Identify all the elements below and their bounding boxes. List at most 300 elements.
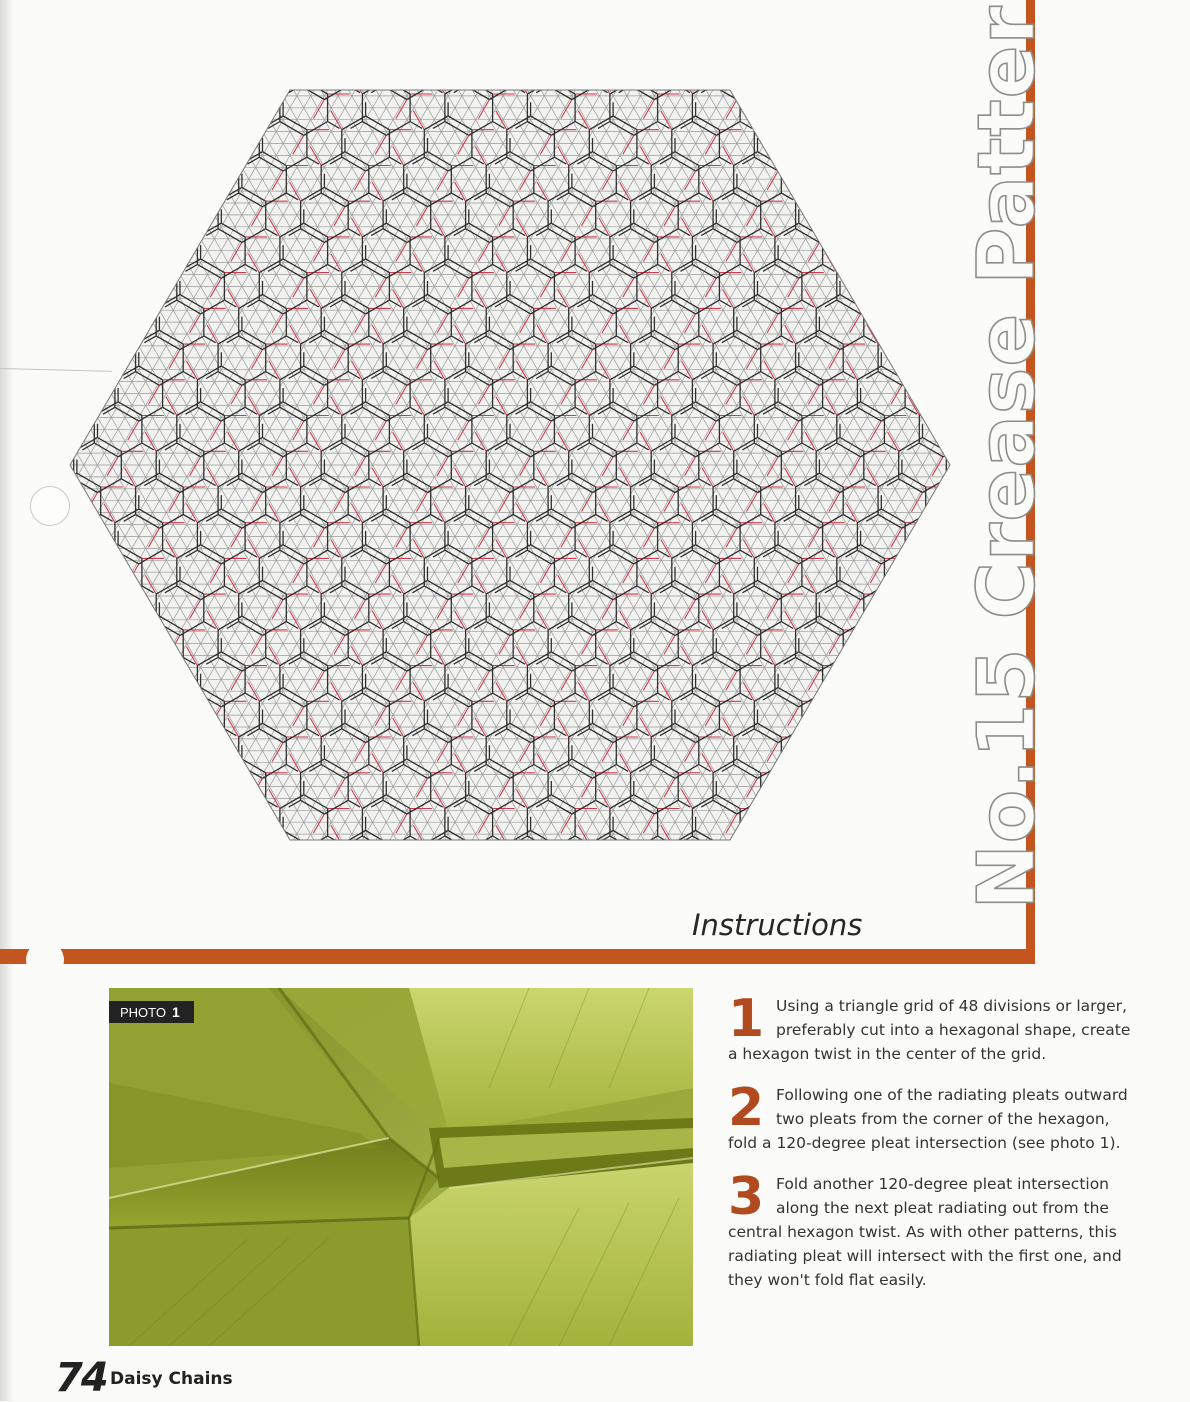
mountain-fold-line <box>180 193 204 207</box>
valley-fold-line <box>166 254 177 273</box>
valley-fold-line <box>870 707 881 726</box>
mountain-fold-line <box>799 122 823 136</box>
mountain-fold-line <box>919 157 943 171</box>
mountain-fold-line <box>177 157 201 171</box>
mountain-fold-line <box>884 157 896 164</box>
mountain-fold-line <box>118 116 142 130</box>
mountain-fold-line <box>80 550 92 557</box>
valley-fold-line <box>788 850 799 869</box>
valley-fold-line <box>602 886 613 905</box>
mountain-fold-line <box>77 515 101 529</box>
valley-fold-line <box>42 325 53 344</box>
mountain-fold-line <box>846 836 858 843</box>
mountain-fold-line <box>21 407 33 414</box>
valley-fold-line <box>805 146 816 165</box>
valley-fold-line <box>620 39 631 58</box>
mountain-fold-line <box>201 157 225 171</box>
mountain-fold-line <box>754 872 778 886</box>
mountain-fold-line <box>887 193 899 200</box>
step-number: 3 <box>728 1175 764 1219</box>
valley-fold-line <box>186 789 197 808</box>
mountain-fold-line <box>206 800 218 807</box>
mountain-fold-line <box>268 836 280 843</box>
valley-fold-line <box>231 814 242 833</box>
mountain-fold-line <box>115 122 139 136</box>
mountain-fold-line <box>218 45 242 59</box>
mountain-fold-line <box>923 765 947 779</box>
valley-fold-line <box>45 421 56 440</box>
mountain-fold-line <box>330 872 342 879</box>
valley-fold-line <box>846 75 857 94</box>
mountain-fold-line <box>41 229 53 236</box>
mountain-fold-line <box>884 586 896 593</box>
mountain-fold-line <box>77 187 101 201</box>
mountain-fold-line <box>115 80 139 94</box>
valley-fold-line <box>128 707 139 726</box>
mountain-fold-line <box>902 616 926 630</box>
mountain-fold-line <box>637 872 649 879</box>
valley-fold-line <box>66 242 77 261</box>
mountain-fold-line <box>737 45 761 59</box>
valley-fold-line <box>850 743 861 762</box>
mountain-fold-line <box>32 795 56 809</box>
mountain-fold-line <box>383 45 407 59</box>
valley-fold-line <box>932 171 943 190</box>
step-number: 1 <box>728 997 764 1041</box>
mountain-fold-line <box>878 330 902 344</box>
mountain-fold-line <box>825 872 837 879</box>
valley-fold-line <box>785 754 796 773</box>
mountain-fold-line <box>32 509 56 523</box>
mountain-fold-line <box>74 765 98 779</box>
mountain-fold-line <box>887 336 899 343</box>
mountain-fold-line <box>857 264 881 278</box>
valley-fold-line <box>891 100 902 119</box>
mountain-fold-line <box>77 229 101 243</box>
mountain-fold-line <box>923 580 947 594</box>
page-number: 74 <box>55 1354 107 1402</box>
mountain-fold-line <box>881 652 905 666</box>
mountain-fold-line <box>177 831 201 845</box>
mountain-fold-line <box>796 759 820 773</box>
mountain-fold-line <box>180 723 204 737</box>
valley-fold-line <box>932 314 943 333</box>
mountain-fold-line <box>905 264 917 271</box>
mountain-fold-line <box>94 116 118 130</box>
mountain-fold-line <box>899 765 923 779</box>
mountain-fold-line <box>825 157 837 164</box>
valley-fold-line <box>63 718 74 737</box>
mountain-fold-line <box>819 187 843 201</box>
mountain-fold-line <box>101 657 113 664</box>
valley-fold-line <box>128 135 139 154</box>
valley-fold-line <box>888 289 899 308</box>
valley-fold-line <box>190 886 201 905</box>
mountain-fold-line <box>32 550 56 564</box>
valley-fold-line <box>932 743 943 762</box>
mountain-fold-line <box>224 157 236 164</box>
mountain-fold-line <box>846 264 858 271</box>
mountain-fold-line <box>242 800 266 814</box>
valley-fold-line <box>912 635 923 654</box>
mountain-fold-line <box>507 872 531 886</box>
mountain-fold-line <box>763 122 775 129</box>
valley-fold-line <box>908 682 919 701</box>
mountain-fold-line <box>74 336 98 350</box>
mountain-fold-line <box>165 872 177 879</box>
valley-fold-line <box>42 39 53 58</box>
mountain-fold-line <box>784 800 796 807</box>
mountain-fold-line <box>857 652 881 666</box>
mountain-fold-line <box>247 872 259 879</box>
mountain-fold-line <box>799 795 823 809</box>
mountain-fold-line <box>159 657 183 671</box>
mountain-fold-line <box>946 622 958 629</box>
mountain-fold-line <box>53 187 77 201</box>
valley-fold-line <box>148 100 159 119</box>
mountain-fold-line <box>62 479 74 486</box>
mountain-fold-line <box>857 836 881 850</box>
mountain-fold-line <box>124 229 136 236</box>
mountain-fold-line <box>82 872 94 879</box>
mountain-fold-line <box>77 86 101 100</box>
folded-paper-photo <box>109 988 693 1346</box>
valley-fold-line <box>764 789 775 808</box>
mountain-fold-line <box>857 223 881 237</box>
valley-fold-line <box>66 528 77 547</box>
mountain-fold-line <box>136 229 160 243</box>
valley-fold-line <box>107 600 118 619</box>
mountain-fold-line <box>56 693 80 707</box>
mountain-fold-line <box>366 872 390 886</box>
section-title-text: No.15 Crease Pattern <box>963 0 1053 910</box>
valley-fold-line <box>190 743 201 762</box>
mountain-fold-line <box>899 295 923 309</box>
mountain-fold-line <box>124 800 136 807</box>
mountain-fold-line <box>118 688 142 702</box>
mountain-fold-line <box>53 616 77 630</box>
valley-fold-line <box>42 754 53 773</box>
mountain-fold-line <box>283 872 307 886</box>
mountain-fold-line <box>899 193 923 207</box>
valley-fold-line <box>45 850 56 869</box>
mountain-fold-line <box>796 800 820 814</box>
mountain-fold-line <box>74 193 98 207</box>
valley-fold-line <box>148 814 159 833</box>
mountain-fold-line <box>32 652 56 666</box>
mountain-fold-line <box>56 509 80 523</box>
mountain-fold-line <box>136 657 160 671</box>
mountain-fold-line <box>905 550 917 557</box>
mountain-fold-line <box>754 831 778 845</box>
mountain-fold-line <box>919 259 943 273</box>
valley-fold-line <box>912 350 923 369</box>
mountain-fold-line <box>98 193 122 207</box>
valley-fold-line <box>293 850 304 869</box>
mountain-fold-line <box>778 831 802 845</box>
valley-fold-line <box>186 75 197 94</box>
mountain-fold-line <box>221 122 245 136</box>
valley-fold-line <box>166 111 177 130</box>
valley-fold-line <box>891 814 902 833</box>
valley-fold-line <box>372 39 383 58</box>
mountain-fold-line <box>159 187 183 201</box>
mountain-fold-line <box>837 157 861 171</box>
mountain-fold-line <box>819 229 843 243</box>
mountain-fold-line <box>775 795 799 809</box>
mountain-fold-line <box>902 800 926 814</box>
mountain-fold-line <box>94 729 118 743</box>
valley-fold-line <box>228 146 239 165</box>
chapter-title: Daisy Chains <box>110 1369 233 1389</box>
mountain-fold-line <box>177 872 201 886</box>
mountain-fold-line <box>857 80 881 94</box>
valley-fold-line <box>207 754 218 773</box>
mountain-fold-line <box>796 86 820 100</box>
mountain-fold-line <box>32 223 56 237</box>
mountain-fold-line <box>466 45 490 59</box>
mountain-fold-line <box>823 693 835 700</box>
mountain-fold-line <box>56 122 80 136</box>
mountain-fold-line <box>103 550 115 557</box>
mountain-fold-line <box>861 688 885 702</box>
valley-fold-line <box>908 825 919 844</box>
valley-fold-line <box>45 278 56 297</box>
valley-fold-line <box>45 707 56 726</box>
mountain-fold-line <box>163 264 175 271</box>
mountain-fold-line <box>899 152 923 166</box>
valley-fold-line <box>104 218 115 237</box>
mountain-fold-line <box>103 122 115 129</box>
mountain-fold-line <box>923 622 947 636</box>
mountain-fold-line <box>843 657 855 664</box>
mountain-fold-line <box>784 86 796 93</box>
mountain-fold-line <box>186 122 198 129</box>
valley-fold-line <box>929 789 940 808</box>
valley-fold-line <box>107 743 118 762</box>
frame-corner-notch <box>26 941 64 979</box>
mountain-fold-line <box>899 723 923 737</box>
valley-fold-line <box>829 207 840 226</box>
mountain-fold-line <box>56 795 80 809</box>
mountain-fold-line <box>928 550 940 557</box>
mountain-fold-line <box>180 152 204 166</box>
mountain-fold-line <box>80 836 92 843</box>
photo-1 <box>109 988 693 1346</box>
mountain-fold-line <box>221 836 245 850</box>
mountain-fold-line <box>259 872 283 886</box>
mountain-fold-line <box>342 872 366 886</box>
valley-fold-line <box>870 850 881 869</box>
mountain-fold-line <box>156 765 180 779</box>
mountain-fold-line <box>928 264 940 271</box>
mountain-fold-line <box>864 193 876 200</box>
valley-fold-line <box>21 504 32 523</box>
mountain-fold-line <box>139 652 163 666</box>
mountain-fold-line <box>21 836 33 843</box>
mountain-fold-line <box>946 193 958 200</box>
valley-fold-line <box>702 39 713 58</box>
mountain-fold-line <box>118 831 142 845</box>
mountain-fold-line <box>861 259 885 273</box>
mountain-fold-line <box>121 765 133 772</box>
mountain-fold-line <box>843 229 855 236</box>
mountain-fold-line <box>940 795 964 809</box>
mountain-fold-line <box>866 657 878 664</box>
mountain-fold-line <box>201 831 225 845</box>
mountain-fold-line <box>840 723 864 737</box>
valley-fold-line <box>190 171 201 190</box>
mountain-fold-line <box>221 795 245 809</box>
valley-fold-line <box>520 886 531 905</box>
mountain-fold-line <box>32 836 56 850</box>
valley-fold-line <box>21 789 32 808</box>
mountain-fold-line <box>56 407 80 421</box>
mountain-fold-line <box>77 330 101 344</box>
valley-fold-line <box>42 182 53 201</box>
mountain-fold-line <box>183 86 195 93</box>
mountain-fold-line <box>613 872 637 886</box>
mountain-fold-line <box>926 800 938 807</box>
mountain-fold-line <box>201 729 225 743</box>
mountain-fold-line <box>98 580 122 594</box>
mountain-fold-line <box>899 580 923 594</box>
mountain-fold-line <box>907 872 919 879</box>
mountain-fold-line <box>907 300 919 307</box>
valley-fold-line <box>125 182 136 201</box>
mountain-fold-line <box>159 86 183 100</box>
mountain-fold-line <box>53 473 77 487</box>
mountain-fold-line <box>866 229 878 236</box>
mountain-fold-line <box>56 80 80 94</box>
mountain-fold-line <box>77 800 101 814</box>
mountain-fold-line <box>654 45 678 59</box>
mountain-fold-line <box>864 622 876 629</box>
mountain-fold-line <box>884 729 896 736</box>
valley-fold-line <box>45 564 56 583</box>
mountain-fold-line <box>136 800 160 814</box>
mountain-fold-line <box>660 872 672 879</box>
mountain-fold-line <box>21 264 33 271</box>
mountain-fold-line <box>946 479 958 486</box>
mountain-fold-line <box>926 372 938 379</box>
mountain-fold-line <box>489 45 513 59</box>
step-text: Using a triangle grid of 48 divisions or larger, preferably cut into a hexagonal shape, create a hexagon twist in the center of the grid. <box>728 997 1130 1063</box>
mountain-fold-line <box>902 372 926 386</box>
mountain-fold-line <box>878 616 902 630</box>
valley-fold-line <box>269 75 280 94</box>
mountain-fold-line <box>94 545 118 559</box>
mountain-fold-line <box>307 872 319 879</box>
mountain-fold-line <box>926 657 938 664</box>
mountain-fold-line <box>866 86 878 93</box>
mountain-fold-line <box>121 193 133 200</box>
mountain-fold-line <box>62 765 74 772</box>
mountain-fold-line <box>781 765 793 772</box>
mountain-fold-line <box>823 122 835 129</box>
mountain-fold-line <box>142 300 154 307</box>
mountain-fold-line <box>41 86 53 93</box>
mountain-fold-line <box>761 800 773 807</box>
mountain-fold-line <box>74 723 98 737</box>
mountain-fold-line <box>940 836 964 850</box>
mountain-fold-line <box>902 229 926 243</box>
mountain-fold-line <box>165 729 177 736</box>
mountain-fold-line <box>825 729 837 736</box>
mountain-fold-line <box>103 693 115 700</box>
mountain-fold-line <box>919 872 943 886</box>
mountain-fold-line <box>819 800 843 814</box>
mountain-fold-line <box>631 45 655 59</box>
valley-fold-line <box>826 682 837 701</box>
valley-fold-line <box>929 504 940 523</box>
mountain-fold-line <box>775 836 799 850</box>
mountain-fold-line <box>53 45 77 59</box>
valley-fold-line <box>145 146 156 165</box>
mountain-fold-line <box>82 729 94 736</box>
valley-fold-line <box>145 289 156 308</box>
mountain-fold-line <box>197 836 221 850</box>
valley-fold-line <box>107 171 118 190</box>
mountain-fold-line <box>775 122 799 136</box>
valley-fold-line <box>21 361 32 380</box>
mountain-fold-line <box>802 872 814 879</box>
mountain-fold-line <box>861 157 885 171</box>
mountain-fold-line <box>928 693 940 700</box>
mountain-fold-line <box>881 223 905 237</box>
valley-fold-line <box>125 325 136 344</box>
valley-fold-line <box>21 75 32 94</box>
mountain-fold-line <box>218 759 242 773</box>
mountain-fold-line <box>919 831 943 845</box>
mountain-fold-line <box>926 515 938 522</box>
mountain-fold-line <box>101 229 113 236</box>
mountain-fold-line <box>94 872 118 886</box>
mountain-fold-line <box>878 187 902 201</box>
valley-fold-line <box>87 635 98 654</box>
mountain-fold-line <box>98 336 122 350</box>
mountain-fold-line <box>804 193 816 200</box>
valley-fold-line <box>929 218 940 237</box>
valley-fold-line <box>207 39 218 58</box>
mountain-fold-line <box>763 836 775 843</box>
valley-fold-line <box>929 647 940 666</box>
valley-fold-line <box>540 850 551 869</box>
valley-fold-line <box>186 218 197 237</box>
mountain-fold-line <box>672 872 696 886</box>
mountain-fold-line <box>878 229 902 243</box>
mountain-fold-line <box>115 795 139 809</box>
mountain-fold-line <box>843 800 855 807</box>
mountain-fold-line <box>902 759 926 773</box>
mountain-fold-line <box>136 45 160 59</box>
mountain-fold-line <box>907 157 919 164</box>
mountain-fold-line <box>118 586 142 600</box>
valley-fold-line <box>63 146 74 165</box>
mountain-fold-line <box>878 86 902 100</box>
mountain-fold-line <box>163 836 175 843</box>
mountain-fold-line <box>139 836 163 850</box>
mountain-fold-line <box>778 116 802 130</box>
mountain-fold-line <box>923 295 947 309</box>
mountain-fold-line <box>799 80 823 94</box>
mountain-fold-line <box>163 122 175 129</box>
mountain-fold-line <box>902 86 926 100</box>
mountain-fold-line <box>186 836 198 843</box>
mountain-fold-line <box>177 688 201 702</box>
mountain-fold-line <box>259 831 283 845</box>
mountain-fold-line <box>242 86 266 100</box>
